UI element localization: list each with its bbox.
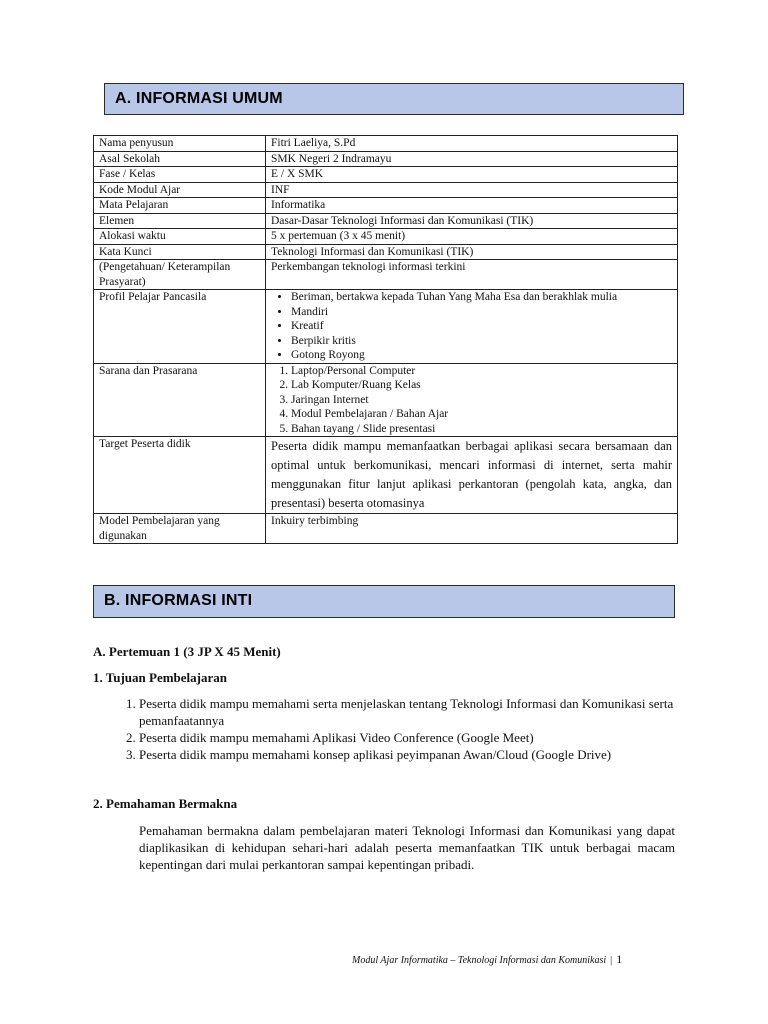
list-item: 1. Peserta didik mampu memahami serta menjelaskan tentang Teknologi Informasi dan Komunikasi serta pemanfaatannya [139, 695, 719, 729]
row-value [266, 363, 678, 437]
row-value [266, 290, 678, 364]
row-key: Sarana dan Prasarana [94, 363, 266, 437]
row-key: Nama penyusun [94, 136, 266, 152]
page-number: 1 [616, 952, 623, 966]
row-value: Perkembangan teknologi informasi terkini [266, 260, 678, 290]
table-row [94, 151, 678, 167]
table-row [94, 136, 678, 152]
table-row [94, 182, 678, 198]
row-value: E / X SMK [266, 167, 678, 183]
row-key: (Pengetahuan/ Keterampilan Prasyarat) [94, 260, 266, 290]
section-b-heading: B. INFORMASI INTI [93, 585, 675, 618]
page-footer [352, 952, 622, 967]
table-row [94, 198, 678, 214]
section-a-heading: A. INFORMASI UMUM [104, 83, 684, 115]
row-value: Fitri Laeliya, S.Pd [266, 136, 678, 152]
footer-separator: | [610, 955, 613, 966]
list-item: 3. Jaringan Internet [291, 393, 672, 408]
row-key: Asal Sekolah [94, 151, 266, 167]
list-item: 1. Laptop/Personal Computer [291, 364, 672, 379]
meeting-heading: A. Pertemuan 1 (3 JP X 45 Menit) [93, 644, 281, 659]
list-item: 5. Bahan tayang / Slide presentasi [291, 422, 672, 437]
table-row [94, 213, 678, 229]
row-value: Inkuiry terbimbing [266, 514, 678, 544]
list-item: 2. Peserta didik mampu memahami Aplikasi Video Conference (Google Meet) [139, 729, 719, 746]
list-item: 4. Modul Pembelajaran / Bahan Ajar [291, 407, 672, 422]
row-value: INF [266, 182, 678, 198]
list-item: 3. Peserta didik mampu memahami konsep aplikasi peyimpanan Awan/Cloud (Google Drive) [139, 746, 719, 763]
list-item: • Beriman, bertakwa kepada Tuhan Yang Maha Esa dan berakhlak mulia [291, 290, 672, 305]
row-key: Elemen [94, 213, 266, 229]
general-info-table [93, 135, 678, 544]
table-row [94, 290, 678, 364]
row-value: Peserta didik mampu memanfaatkan berbagai aplikasi secara bersamaan dan optimal untuk berkomunikasi, mencari informasi di internet, serta mahir menggunakan fitur lanjut aplikasi perkantoran (pengolah kata, angka, dan presentasi) beserta otomasinya [266, 437, 678, 514]
row-key: Alokasi waktu [94, 229, 266, 245]
profil-list [271, 290, 672, 363]
table-row [94, 437, 678, 514]
objectives-list [93, 695, 719, 763]
row-value: Informatika [266, 198, 678, 214]
table-row [94, 167, 678, 183]
row-value: SMK Negeri 2 Indramayu [266, 151, 678, 167]
row-key: Mata Pelajaran [94, 198, 266, 214]
list-item: • Gotong Royong [291, 348, 672, 363]
list-item: 2. Lab Komputer/Ruang Kelas [291, 378, 672, 393]
row-key: Target Peserta didik [94, 437, 266, 514]
table-row [94, 514, 678, 544]
objectives-heading: 1. Tujuan Pembelajaran [93, 670, 227, 685]
list-item: • Berpikir kritis [291, 334, 672, 349]
row-value: 5 x pertemuan (3 x 45 menit) [266, 229, 678, 245]
row-key: Profil Pelajar Pancasila [94, 290, 266, 364]
row-value: Dasar-Dasar Teknologi Informasi dan Komunikasi (TIK) [266, 213, 678, 229]
footer-text: Modul Ajar Informatika – Teknologi Informasi dan Komunikasi [352, 955, 607, 966]
list-item: • Mandiri [291, 305, 672, 320]
row-key: Model Pembelajaran yang digunakan [94, 514, 266, 544]
table-row [94, 363, 678, 437]
table-row [94, 229, 678, 245]
row-key: Kata Kunci [94, 244, 266, 260]
table-row [94, 244, 678, 260]
meaningful-understanding-text: Pemahaman bermakna dalam pembelajaran materi Teknologi Informasi dan Komunikasi yang dapat diaplikasikan di kehidupan sehari-hari adalah peserta memanfaatkan TIK untuk berbagai macam kepentingan dari mulai perkantoran sampai kepentingan pribadi. [139, 823, 675, 872]
meaningful-understanding-heading: 2. Pemahaman Bermakna [93, 796, 238, 811]
sarana-list [271, 364, 672, 437]
row-value: Teknologi Informasi dan Komunikasi (TIK) [266, 244, 678, 260]
row-key: Fase / Kelas [94, 167, 266, 183]
list-item: • Kreatif [291, 319, 672, 334]
table-row [94, 260, 678, 290]
row-key: Kode Modul Ajar [94, 182, 266, 198]
